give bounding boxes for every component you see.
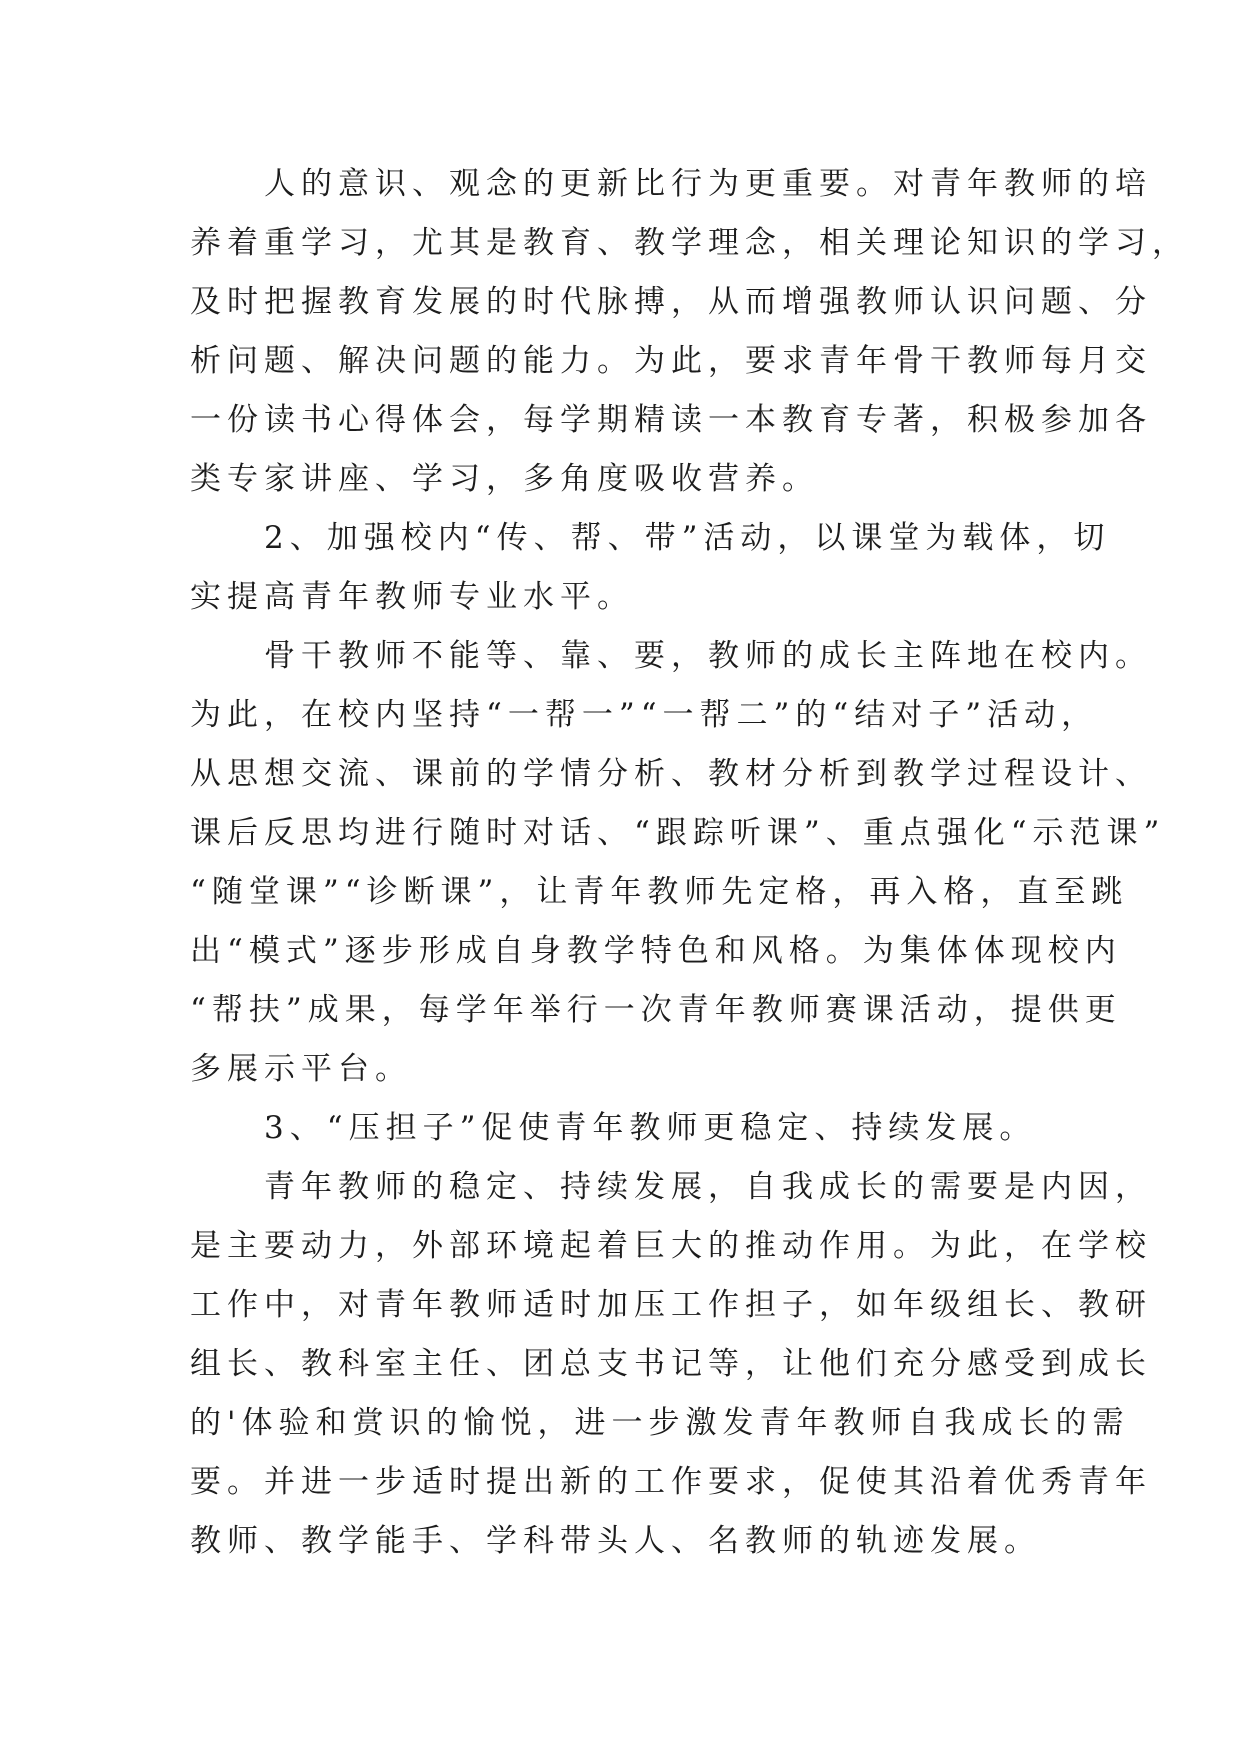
text-line: 的'体验和赏识的愉悦，进一步激发青年教师自我成长的需 [190, 1405, 1130, 1441]
text-line: “随堂课”“诊断课”，让青年教师先定格，再入格，直至跳 [190, 874, 1129, 910]
section-heading-3: 3、“压担子”促使青年教师更稳定、持续发展。 [190, 1110, 1037, 1146]
text-line: 从思想交流、课前的学情分析、教材分析到教学过程设计、 [190, 756, 1152, 792]
text-line: 为此，在校内坚持“一帮一”“一帮二”的“结对子”活动， [190, 697, 1099, 733]
text-line: 人的意识、观念的更新比行为更重要。对青年教师的培 [190, 166, 1152, 202]
section-heading-2: 2、加强校内“传、帮、带”活动，以课堂为载体，切 [190, 520, 1111, 556]
text-line: 一份读书心得体会，每学期精读一本教育专著，积极参加各 [190, 402, 1152, 438]
text-line: 类专家讲座、学习，多角度吸收营养。 [190, 461, 819, 497]
text-line: 析问题、解决问题的能力。为此，要求青年骨干教师每月交 [190, 343, 1152, 379]
text-line: 工作中，对青年教师适时加压工作担子，如年级组长、教研 [190, 1287, 1152, 1323]
text-line: 实提高青年教师专业水平。 [190, 579, 634, 615]
text-line: 要。并进一步适时提出新的工作要求，促使其沿着优秀青年 [190, 1464, 1152, 1500]
text-line: 骨干教师不能等、靠、要，教师的成长主阵地在校内。 [190, 638, 1152, 674]
text-line: 青年教师的稳定、持续发展，自我成长的需要是内因， [190, 1169, 1152, 1205]
document-body [190, 155, 1189, 1571]
text-line: 出“模式”逐步形成自身教学特色和风格。为集体体现校内 [190, 933, 1122, 969]
text-line: “帮扶”成果，每学年举行一次青年教师赛课活动，提供更 [190, 992, 1122, 1028]
text-line: 多展示平台。 [190, 1051, 412, 1087]
text-line: 及时把握教育发展的时代脉搏，从而增强教师认识问题、分 [190, 284, 1152, 320]
text-line: 是主要动力，外部环境起着巨大的推动作用。为此，在学校 [190, 1228, 1152, 1264]
text-line: 教师、教学能手、学科带头人、名教师的轨迹发展。 [190, 1523, 1041, 1559]
text-line: 课后反思均进行随时对话、“跟踪听课”、重点强化“示范课” [190, 815, 1166, 851]
text-line: 组长、教科室主任、团总支书记等，让他们充分感受到成长 [190, 1346, 1152, 1382]
text-line: 养着重学习，尤其是教育、教学理念，相关理论知识的学习， [190, 225, 1189, 261]
